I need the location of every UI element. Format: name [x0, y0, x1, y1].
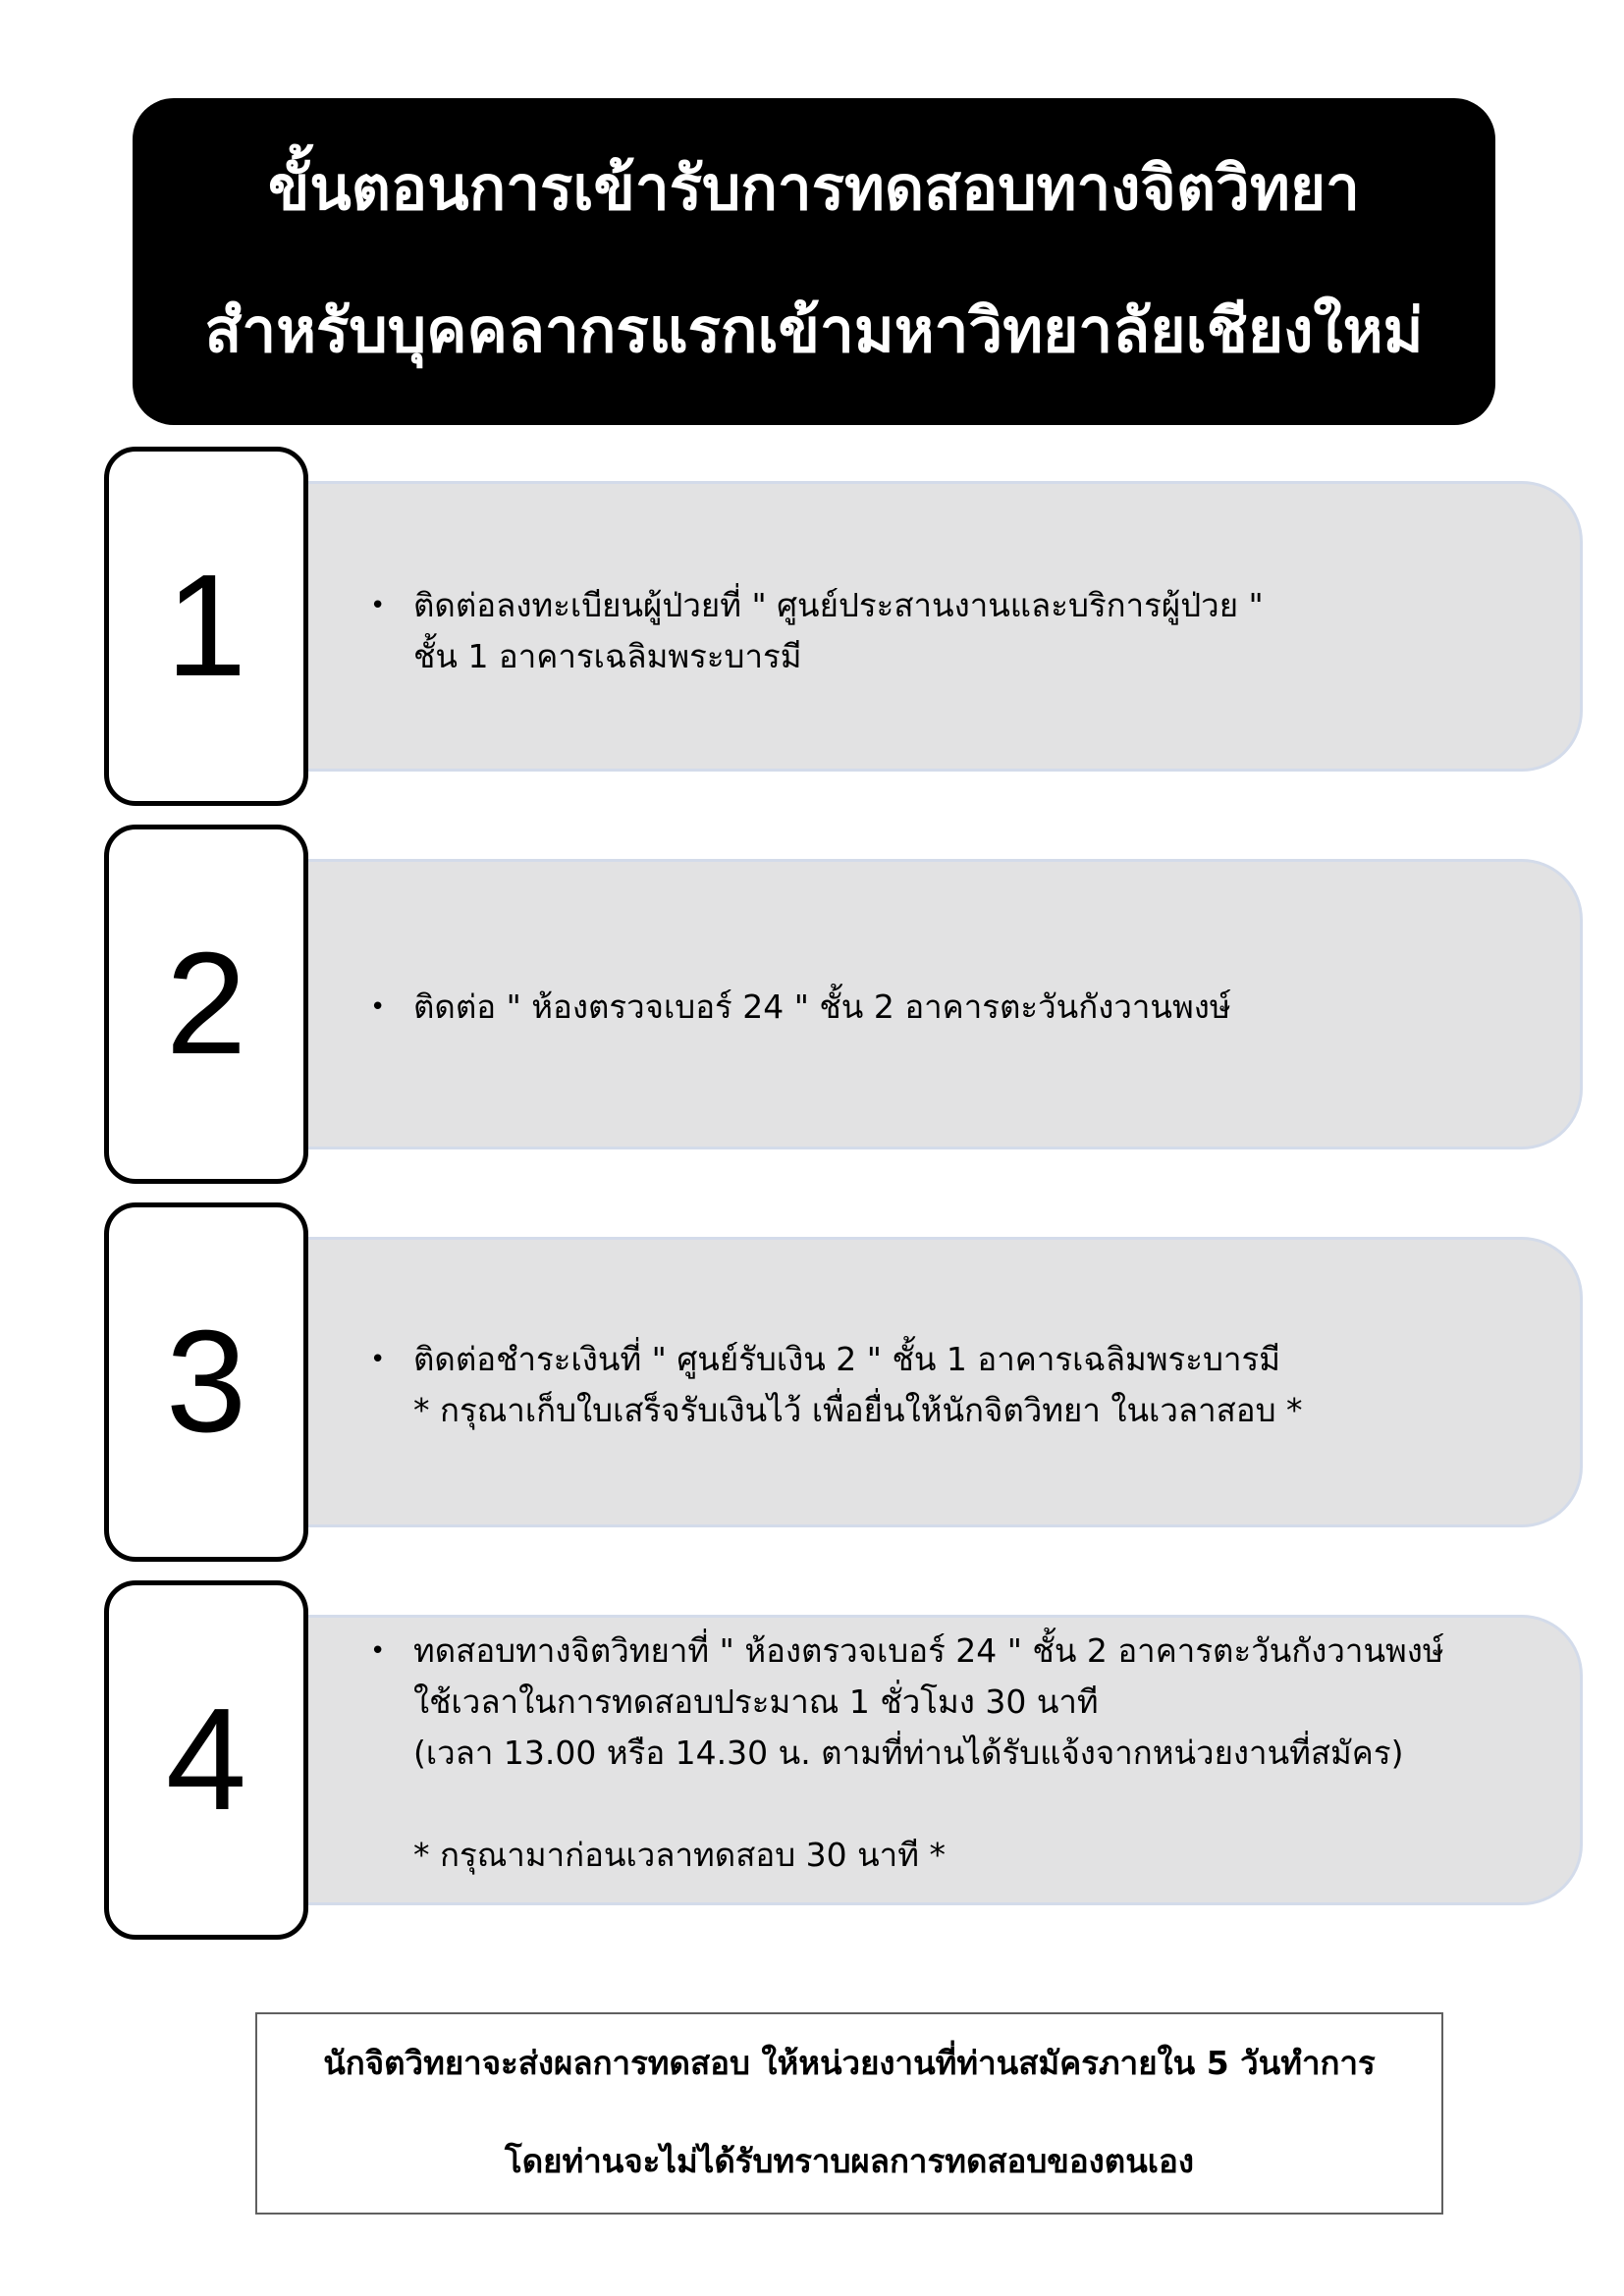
step-2-number-box: [104, 825, 308, 1184]
step-1-text: [370, 580, 1560, 682]
title-banner: [133, 98, 1495, 425]
footer-note: [255, 2012, 1443, 2215]
footer-line-1: นักจิตวิทยาจะส่งผลการทดสอบ ให้หน่วยงานที่ท่านสมัครภายใน 5 วันทำการ: [323, 2044, 1376, 2082]
step-1-line-1: ติดต่อลงทะเบียนผู้ป่วยที่ " ศูนย์ประสานงานและบริการผู้ป่วย ": [413, 586, 1264, 624]
step-2-line-1: ติดต่อ " ห้องตรวจเบอร์ 24 " ชั้น 2 อาคารตะวันกังวานพงษ์: [413, 988, 1231, 1026]
bullet-icon: •: [370, 1636, 386, 1666]
step-3-number-box: [104, 1202, 308, 1562]
step-4-line-2: ใช้เวลาในการทดสอบประมาณ 1 ชั่วโมง 30 นาที: [413, 1682, 1099, 1721]
footer-line-2: โดยท่านจะไม่ได้รับทราบผลการทดสอบของตนเอง: [505, 2142, 1194, 2180]
step-3-number: 3: [165, 1301, 247, 1463]
bullet-icon: •: [370, 1345, 386, 1374]
bullet-icon: •: [370, 992, 386, 1022]
step-1-number-box: [104, 447, 308, 806]
step-4-line-1: ทดสอบทางจิตวิทยาที่ " ห้องตรวจเบอร์ 24 " ชั้น 2 อาคารตะวันกังวานพงษ์: [413, 1631, 1444, 1670]
step-4-number-box: [104, 1580, 308, 1940]
step-4-number: 4: [165, 1679, 247, 1841]
step-1-number: 1: [165, 545, 247, 707]
step-2-card: [295, 859, 1583, 1149]
step-4-card: [295, 1615, 1583, 1905]
step-3-card: [295, 1237, 1583, 1527]
bullet-icon: •: [370, 591, 386, 620]
step-3-text: [370, 1334, 1560, 1436]
step-3-line-1: ติดต่อชำระเงินที่ " ศูนย์รับเงิน 2 " ชั้น 1 อาคารเฉลิมพระบารมี: [413, 1340, 1280, 1378]
step-4-line-4: * กรุณามาก่อนเวลาทดสอบ 30 นาที *: [413, 1836, 946, 1874]
step-2-text: [370, 982, 1560, 1033]
page-title-line-2: สำหรับบุคคลากรแรกเข้ามหาวิทยาลัยเชียงใหม่: [204, 294, 1424, 366]
step-2-number: 2: [165, 923, 247, 1085]
step-1-card: [295, 481, 1583, 772]
page-title-line-1: ขั้นตอนการเข้ารับการทดสอบทางจิตวิทยา: [268, 152, 1360, 224]
step-4-line-3: (เวลา 13.00 หรือ 14.30 น. ตามที่ท่านได้รับแจ้งจากหน่วยงานที่สมัคร): [413, 1734, 1404, 1772]
step-4-text: [370, 1626, 1560, 1881]
step-3-line-2: * กรุณาเก็บใบเสร็จรับเงินไว้ เพื่อยื่นให้นักจิตวิทยา ในเวลาสอบ *: [413, 1391, 1303, 1429]
step-1-line-2: ชั้น 1 อาคารเฉลิมพระบารมี: [413, 637, 802, 675]
